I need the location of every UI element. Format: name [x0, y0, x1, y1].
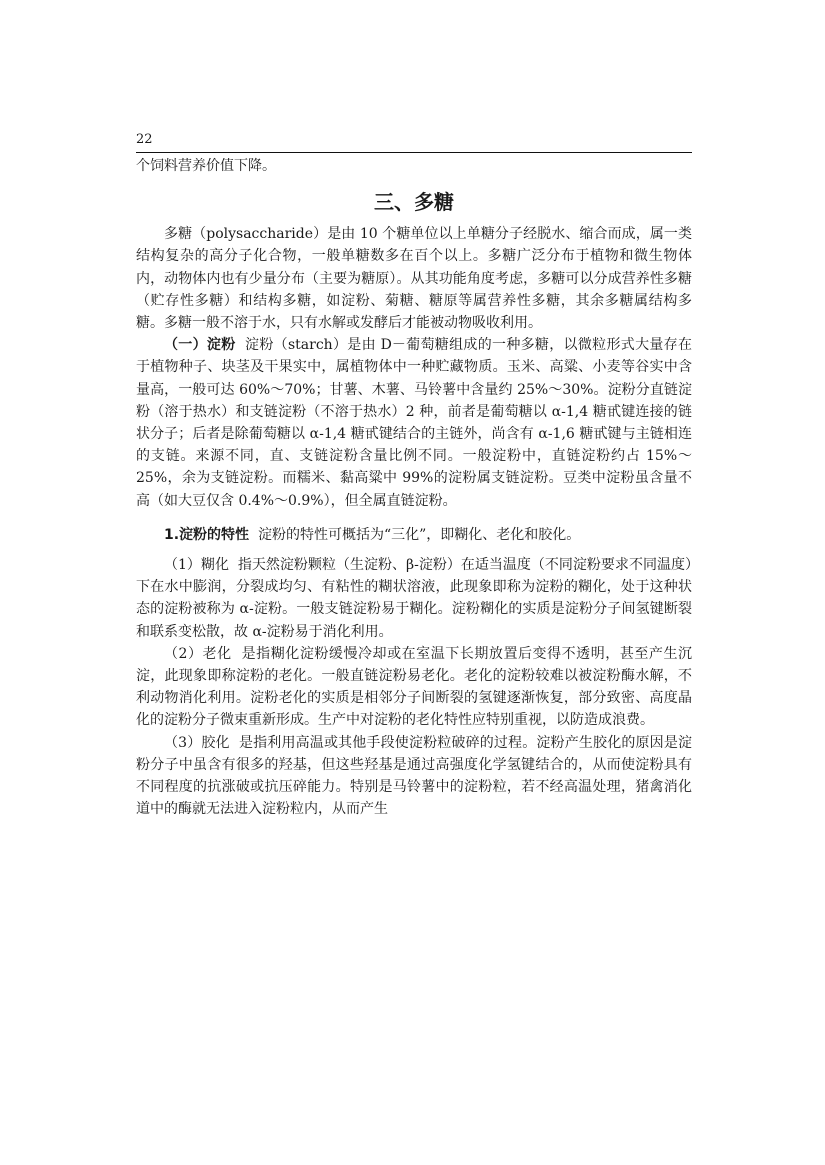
gelation-paragraph: [136, 732, 692, 821]
retrogradation-text: 是指糊化淀粉缓慢冷却或在室温下长期放置后变得不透明，甚至产生沉淀，此现象即称淀粉的老化。一般直链淀粉易老化。老化的淀粉较难以被淀粉酶水解，不利动物消化利用。淀粉老化的实质是相邻分子间断裂的氢键逐渐恢复，部分致密、高度晶化的淀粉分子微束重新形成。生产中对淀粉的老化特性应特别重视，以防造成浪费。: [136, 645, 692, 729]
page-number: 22: [136, 132, 153, 147]
properties-paragraph: [136, 524, 692, 546]
starch-paragraph: [136, 334, 692, 512]
gelatinization-heading: （1）糊化: [164, 557, 229, 574]
gelation-heading: （3）胶化: [164, 734, 230, 751]
properties-heading: 1.淀粉的特性: [164, 526, 250, 543]
gelation-text: 是指利用高温或其他手段使淀粉粒破碎的过程。淀粉产生胶化的原因是淀粉分子中虽含有很多的羟基，但这些羟基是通过高强度化学氢键结合的，从而使淀粉具有不同程度的抗涨破或抗压碎能力。特别是马铃薯中的淀粉粒，若不经高温处理，猪禽消化道中的酶就无法进入淀粉粒内，从而产生: [136, 734, 693, 818]
properties-text: 淀粉的特性可概括为“三化”，即糊化、老化和胶化。: [257, 526, 581, 543]
carryover-text: 个饲料营养价值下降。: [136, 158, 276, 174]
gelatinization-text: 指天然淀粉颗粒（生淀粉、β-淀粉）在适当温度（不同淀粉要求不同温度）下在水中膨润，分裂成均匀、有粘性的糊状溶液，此现象即称为淀粉的糊化，处于这种状态的淀粉被称为 α-淀粉。一般支链淀粉易于糊化。淀粉糊化的实质是淀粉分子间氢键断裂和联系变松散，故 α-淀粉易于消化利用。: [136, 557, 692, 640]
starch-heading: （一）淀粉: [164, 337, 236, 354]
retrogradation-paragraph: [136, 643, 692, 732]
header-rule: [136, 152, 692, 153]
starch-gap: [236, 337, 246, 353]
intro-paragraph: 多糖（polysaccharide）是由 10 个糖单位以上单糖分子经脱水、缩合而成，属一类结构复杂的高分子化合物，一般单糖数多在百个以上。多糖广泛分布于植物和微生物体内，动物体内也有少量分布（主要为糖原）。从其功能角度考虑，多糖可以分成营养性多糖（贮存性多糖）和结构多糖，如淀粉、菊糖、糖原等属营养性多糖，其余多糖属结构多糖。多糖一般不溶于水，只有水解或发酵后才能被动物吸收利用。: [136, 226, 692, 332]
gelatinization-paragraph: [136, 554, 692, 643]
retrogradation-heading: （2）老化: [164, 645, 232, 662]
book-page: [136, 132, 692, 820]
starch-text: 淀粉（starch）是由 D－葡萄糖组成的一种多糖，以微粒形式大量存在于植物种子、块茎及干果实中，属植物体中一种贮藏物质。玉米、高粱、小麦等谷实中含量高，一般可达 60%～70%；甘薯、木薯、马铃薯中含量约 25%～30%。淀粉分直链淀粉（溶于热水）和支链淀粉（不溶于热水）2 种，前者是葡萄糖以 α-1,4 糖甙键连接的链状分子；后者是除葡萄糖以 α-1,4 糖甙键结合的主链外，尚含有 α-1,6 糖甙键与主链相连的支链。来源不同，直、支链淀粉含量比例不同。一般淀粉中，直链淀粉约占 15%～25%，余为支链淀粉。而糯米、黏高粱中 99%的淀粉属支链淀粉。豆类中淀粉虽含量不高（如大豆仅含 0.4%～0.9%），但全属直链淀粉。: [136, 337, 692, 509]
section-title: 三、多糖: [374, 190, 454, 215]
